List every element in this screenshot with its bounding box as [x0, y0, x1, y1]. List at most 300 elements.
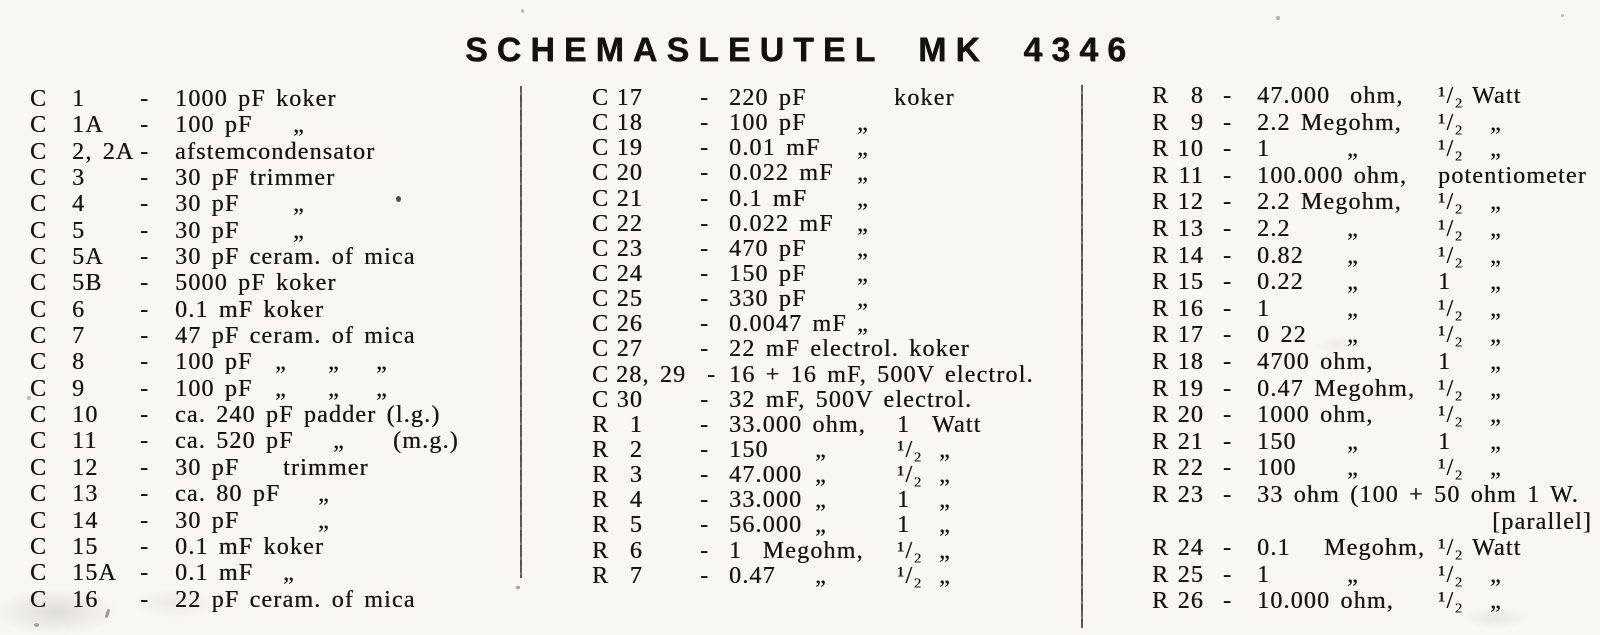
component-row [1152, 429, 1600, 456]
column-capacitors [30, 86, 520, 613]
value-cell: 0.1 mF [729, 185, 808, 212]
component-number: 10 [1177, 136, 1204, 163]
component-number: 12 [1177, 189, 1204, 216]
component-number: 5 [72, 217, 86, 244]
dash-separator: - [700, 286, 710, 313]
dash-separator: - [140, 375, 150, 402]
component-row [592, 337, 1062, 362]
component-number: 24 [1177, 535, 1204, 562]
component-row [1152, 402, 1600, 429]
component-number: 8 [1190, 83, 1204, 109]
component-number: 15A [72, 560, 117, 587]
ditto-mark: „ [1347, 455, 1359, 482]
value-cell: ¹/₂ [1438, 455, 1464, 482]
component-row [592, 111, 1062, 136]
value-cell: ¹/₂ [1438, 402, 1464, 429]
ditto-mark: „ [1490, 109, 1502, 136]
value-cell: ¹/₂ [897, 562, 923, 589]
column-divider-left [520, 86, 522, 578]
component-row [30, 376, 520, 402]
page-title: SCHEMASLEUTEL MK 4346 [464, 31, 1136, 69]
component-number: 8 [72, 349, 86, 376]
dash-separator: - [700, 235, 710, 262]
value-cell: ¹/₂ [1438, 322, 1464, 349]
value-cell: 1 [897, 411, 911, 438]
dash-separator: - [1223, 162, 1233, 189]
component-type-letter: R [592, 487, 610, 514]
value-cell: 150 [729, 436, 769, 463]
value-cell: potentiometer [1438, 162, 1587, 189]
ditto-mark: „ [939, 537, 951, 564]
ditto-mark: „ [333, 428, 345, 455]
ditto-mark: „ [275, 375, 287, 402]
value-cell: 22 pF ceram. of mica [175, 586, 416, 613]
dash-separator: - [1223, 242, 1233, 269]
ditto-mark: „ [857, 260, 869, 287]
value-cell: 0.1 [1257, 535, 1291, 562]
dash-separator: - [700, 436, 710, 463]
dash-separator: - [700, 562, 710, 589]
value-cell: 100 pF [175, 349, 253, 376]
component-row [1152, 83, 1600, 110]
component-number: 26 [1177, 588, 1204, 615]
component-type-letter: C [30, 560, 48, 587]
value-cell: 330 pF [729, 286, 807, 313]
component-row [1152, 163, 1600, 190]
column-resistors [1152, 83, 1600, 615]
component-type-letter: C [592, 235, 610, 262]
ditto-mark: „ [293, 112, 305, 139]
value-cell: 30 pF trimmer [175, 165, 336, 192]
component-row [592, 488, 1062, 513]
dash-separator: - [700, 160, 710, 187]
value-cell: 100 pF [729, 110, 807, 137]
component-number: 15 [1177, 269, 1204, 296]
ditto-mark: „ [857, 110, 869, 137]
value-cell: 0.47 [729, 562, 776, 589]
component-type-letter: R [1152, 561, 1170, 588]
component-number: 1A [72, 112, 104, 139]
component-row [1152, 376, 1600, 403]
value-cell: ¹/₂ [1438, 242, 1464, 269]
component-number: 20 [616, 160, 643, 187]
component-row [592, 413, 1062, 438]
dash-separator: - [700, 85, 710, 111]
component-type-letter: C [592, 85, 610, 111]
value-cell: 0.0047 mF [729, 311, 847, 338]
component-number: 9 [72, 375, 86, 402]
dash-separator: - [1223, 348, 1233, 375]
value-cell: 1 [1257, 561, 1271, 588]
ditto-mark: „ [1490, 428, 1502, 455]
component-number: 22 [1177, 455, 1204, 482]
component-number: 2 [629, 436, 643, 463]
component-row [1152, 136, 1600, 163]
dash-separator: - [140, 112, 150, 139]
component-type-letter: R [1152, 242, 1170, 269]
component-row [592, 237, 1062, 262]
scan-speck [521, 9, 524, 13]
component-row [30, 455, 520, 481]
component-row [30, 86, 520, 112]
value-cell: 220 pF [729, 85, 807, 111]
component-type-letter: C [30, 217, 48, 244]
value-cell: 1 [1438, 269, 1452, 296]
component-row [30, 349, 520, 375]
value-cell: 33.000 [729, 487, 803, 514]
value-cell: 150 pF [729, 260, 807, 287]
component-number: 4 [629, 487, 643, 514]
component-number: 11 [1178, 162, 1204, 189]
ditto-mark: „ [857, 235, 869, 262]
component-row [592, 438, 1062, 463]
ditto-mark: „ [939, 562, 951, 589]
component-row [30, 587, 520, 613]
component-number: 15 [72, 533, 99, 560]
dash-separator: - [140, 244, 150, 271]
dash-separator: - [140, 296, 150, 323]
dash-separator: - [700, 386, 710, 413]
component-number: 6 [72, 296, 86, 323]
ditto-mark: „ [857, 185, 869, 212]
component-type-letter: R [1152, 162, 1170, 189]
component-type-letter: R [592, 462, 610, 489]
scan-speck [1561, 14, 1564, 17]
component-row [30, 112, 520, 138]
value-cell: 30 pF [175, 217, 240, 244]
dash-separator: - [1223, 322, 1233, 349]
value-cell: ¹/₂ [1438, 189, 1464, 216]
value-cell: 30 pF [175, 507, 240, 534]
component-type-letter: C [592, 361, 610, 388]
dash-separator: - [1223, 428, 1233, 455]
component-type-letter: C [30, 138, 48, 165]
ditto-mark: „ [1347, 269, 1359, 296]
value-cell: ca. 80 pF [175, 481, 281, 508]
component-row [592, 463, 1062, 488]
value-cell: ¹/₂ [1438, 295, 1464, 322]
ditto-mark: „ [939, 462, 951, 489]
ditto-mark: „ [815, 512, 827, 539]
component-type-letter: C [592, 210, 610, 237]
component-type-letter: R [1152, 402, 1170, 429]
dash-separator: - [1223, 535, 1233, 562]
dash-separator: - [700, 487, 710, 514]
component-type-letter: C [30, 428, 48, 455]
dash-separator: - [140, 217, 150, 244]
value-cell: ¹/₂ [897, 537, 923, 564]
dash-separator: - [1223, 215, 1233, 242]
dash-separator: - [700, 135, 710, 162]
value-cell: 0.82 [1257, 242, 1304, 269]
component-type-letter: C [30, 481, 48, 508]
component-row [30, 534, 520, 560]
component-number: 22 [616, 210, 643, 237]
component-type-letter: C [30, 349, 48, 376]
value-cell: 2.2 Megohm, [1257, 109, 1402, 136]
dash-separator: - [1223, 375, 1233, 402]
component-number: 17 [616, 85, 643, 111]
component-row [1152, 482, 1600, 509]
component-row [592, 136, 1062, 161]
ditto-mark: „ [857, 286, 869, 313]
ditto-mark: „ [318, 507, 330, 534]
dash-separator: - [1223, 136, 1233, 163]
value-cell: 47.000 [729, 462, 803, 489]
component-type-letter: C [592, 286, 610, 313]
dash-separator: - [700, 311, 710, 338]
component-type-letter: C [30, 507, 48, 534]
value-cell: 100.000 ohm, [1257, 162, 1408, 189]
component-number: 21 [1177, 428, 1204, 455]
value-cell: 30 pF [175, 191, 240, 218]
ditto-mark: „ [939, 512, 951, 539]
dash-separator: - [1223, 295, 1233, 322]
component-row [30, 560, 520, 586]
continuation-row [1152, 509, 1600, 536]
value-cell: 1 [1438, 348, 1452, 375]
component-type-letter: R [1152, 535, 1170, 562]
value-cell: ¹/₂ [1438, 109, 1464, 136]
value-cell: Watt [932, 411, 982, 438]
component-type-letter: R [1152, 136, 1170, 163]
dash-separator: - [707, 361, 717, 388]
value-cell: 1 [897, 487, 911, 514]
component-number: 9 [1190, 109, 1204, 136]
dash-separator: - [140, 165, 150, 192]
component-row [30, 297, 520, 323]
scan-speck [1276, 16, 1280, 20]
component-number: 13 [1177, 215, 1204, 242]
component-number: 3 [629, 462, 643, 489]
value-cell: 100 pF [175, 112, 253, 139]
value-cell: 0.022 mF [729, 160, 834, 187]
value-cell: 100 [1257, 455, 1297, 482]
component-number: 14 [72, 507, 99, 534]
value-cell: ca. 240 pF padder (l.g.) [175, 402, 441, 429]
dash-separator: - [1223, 588, 1233, 615]
component-type-letter: R [1152, 348, 1170, 375]
component-type-letter: R [1152, 269, 1170, 296]
component-number: 12 [72, 454, 99, 481]
component-type-letter: C [592, 311, 610, 338]
component-type-letter: C [30, 375, 48, 402]
dash-separator: - [140, 270, 150, 297]
value-cell: 16 + 16 mF, 500V electrol. [729, 361, 1034, 388]
component-row [1152, 562, 1600, 589]
value-cell: ohm, [1350, 83, 1404, 109]
ditto-mark: „ [1490, 242, 1502, 269]
value-cell: trimmer [283, 454, 369, 481]
component-type-letter: R [1152, 189, 1170, 216]
column-capacitors-resistors [592, 86, 1062, 589]
dash-separator: - [700, 110, 710, 137]
component-number: 25 [616, 286, 643, 313]
dash-separator: - [700, 336, 710, 363]
component-type-letter: R [1152, 109, 1170, 136]
component-row [592, 161, 1062, 186]
component-type-letter: C [592, 185, 610, 212]
ditto-mark: „ [857, 160, 869, 187]
value-cell: 0.1 mF koker [175, 533, 325, 560]
ditto-mark: „ [939, 436, 951, 463]
value-cell: 0.22 [1257, 269, 1304, 296]
value-cell: ca. 520 pF [175, 428, 294, 455]
value-cell: ¹/₂ [1438, 215, 1464, 242]
value-cell: Watt [1472, 535, 1522, 562]
value-cell: 0.1 mF [175, 560, 254, 587]
ditto-mark: „ [815, 436, 827, 463]
component-row [30, 428, 520, 454]
component-number: 5 [629, 512, 643, 539]
dash-separator: - [700, 411, 710, 438]
component-row [592, 388, 1062, 413]
value-cell: ¹/₂ [1438, 588, 1464, 615]
value-cell: ¹/₂ [1438, 375, 1464, 402]
ditto-mark: „ [1347, 561, 1359, 588]
component-row [592, 212, 1062, 237]
component-row [592, 187, 1062, 212]
component-type-letter: C [30, 454, 48, 481]
scan-speck [516, 586, 520, 589]
component-number: 23 [616, 235, 643, 262]
component-number: 10 [72, 402, 99, 429]
component-row [30, 244, 520, 270]
component-row [30, 508, 520, 534]
value-cell: 1 [897, 512, 911, 539]
component-row [592, 86, 1062, 111]
component-type-letter: R [592, 562, 610, 589]
value-cell: 56.000 [729, 512, 803, 539]
ditto-mark: „ [1490, 295, 1502, 322]
component-number: 23 [1177, 481, 1204, 508]
component-number: 28, 29 [616, 361, 687, 388]
value-cell: 150 [1257, 428, 1297, 455]
value-cell: 1000 pF koker [175, 86, 337, 112]
ditto-mark: „ [293, 191, 305, 218]
component-type-letter: R [1152, 295, 1170, 322]
dash-separator: - [140, 349, 150, 376]
value-cell: ¹/₂ [1438, 535, 1464, 562]
dash-separator: - [700, 210, 710, 237]
component-number: 16 [1177, 295, 1204, 322]
component-type-letter: C [30, 323, 48, 350]
value-cell: ¹/₂ [1438, 561, 1464, 588]
component-type-letter: C [30, 533, 48, 560]
value-cell: 0.022 mF [729, 210, 834, 237]
ditto-mark: „ [939, 487, 951, 514]
value-cell: 47.000 [1257, 83, 1331, 109]
component-type-letter: C [30, 270, 48, 297]
value-cell: 2.2 [1257, 215, 1291, 242]
ditto-mark: „ [1490, 136, 1502, 163]
value-cell: 0 22 [1257, 322, 1307, 349]
component-type-letter: R [1152, 375, 1170, 402]
component-number: 7 [72, 323, 86, 350]
component-row [1152, 588, 1600, 615]
ditto-mark: „ [1347, 136, 1359, 163]
ditto-mark: „ [857, 210, 869, 237]
component-row [30, 165, 520, 191]
component-number: 27 [616, 336, 643, 363]
component-row [592, 287, 1062, 312]
column-divider-right [1081, 85, 1083, 628]
scan-speck [396, 196, 401, 202]
dash-separator: - [1223, 561, 1233, 588]
dash-separator: - [700, 185, 710, 212]
ditto-mark: „ [1347, 295, 1359, 322]
ditto-mark: „ [1490, 402, 1502, 429]
dash-separator: - [140, 533, 150, 560]
component-type-letter: C [30, 244, 48, 271]
value-cell: 1 Megohm, [729, 537, 864, 564]
component-row [30, 139, 520, 165]
component-number: 11 [72, 428, 98, 455]
component-type-letter: C [592, 160, 610, 187]
dash-separator: - [140, 507, 150, 534]
component-type-letter: C [30, 86, 48, 112]
component-number: 30 [616, 386, 643, 413]
value-cell: 100 pF [175, 375, 253, 402]
dash-separator: - [1223, 402, 1233, 429]
component-type-letter: C [30, 112, 48, 139]
value-cell: (m.g.) [393, 428, 459, 455]
value-cell: 30 pF [175, 454, 240, 481]
value-cell: ¹/₂ [1438, 83, 1464, 109]
component-number: 19 [1177, 375, 1204, 402]
ditto-mark: „ [815, 562, 827, 589]
ditto-mark: „ [1490, 375, 1502, 402]
component-row [1152, 349, 1600, 376]
component-number: 5A [72, 244, 104, 271]
value-cell: 22 mF electrol. koker [729, 336, 970, 363]
component-row [30, 270, 520, 296]
component-number: 18 [1177, 348, 1204, 375]
dash-separator: - [140, 86, 150, 112]
value-cell: Megohm, [1324, 535, 1426, 562]
dash-separator: - [1223, 83, 1233, 109]
component-row [30, 191, 520, 217]
component-type-letter: R [592, 537, 610, 564]
value-cell: 1 [1438, 428, 1452, 455]
dash-separator: - [140, 191, 150, 218]
ditto-mark: „ [275, 349, 287, 376]
ditto-mark: „ [857, 311, 869, 338]
value-cell: ¹/₂ [897, 436, 923, 463]
component-number: 3 [72, 165, 86, 192]
dash-separator: - [700, 462, 710, 489]
component-type-letter: R [592, 411, 610, 438]
component-type-letter: C [30, 191, 48, 218]
ditto-mark: „ [293, 217, 305, 244]
component-row [1152, 535, 1600, 562]
value-cell: 10.000 ohm, [1257, 588, 1394, 615]
component-type-letter: R [1152, 455, 1170, 482]
component-row [592, 539, 1062, 564]
component-row [30, 218, 520, 244]
ditto-mark: „ [1490, 189, 1502, 216]
component-number: 14 [1177, 242, 1204, 269]
dash-separator: - [1223, 189, 1233, 216]
component-type-letter: C [592, 386, 610, 413]
value-cell: koker [894, 85, 955, 111]
value-cell: 470 pF [729, 235, 807, 262]
component-row [1152, 322, 1600, 349]
component-type-letter: R [1152, 481, 1170, 508]
scan-speck [27, 396, 31, 400]
component-row [592, 564, 1062, 589]
component-type-letter: C [592, 260, 610, 287]
